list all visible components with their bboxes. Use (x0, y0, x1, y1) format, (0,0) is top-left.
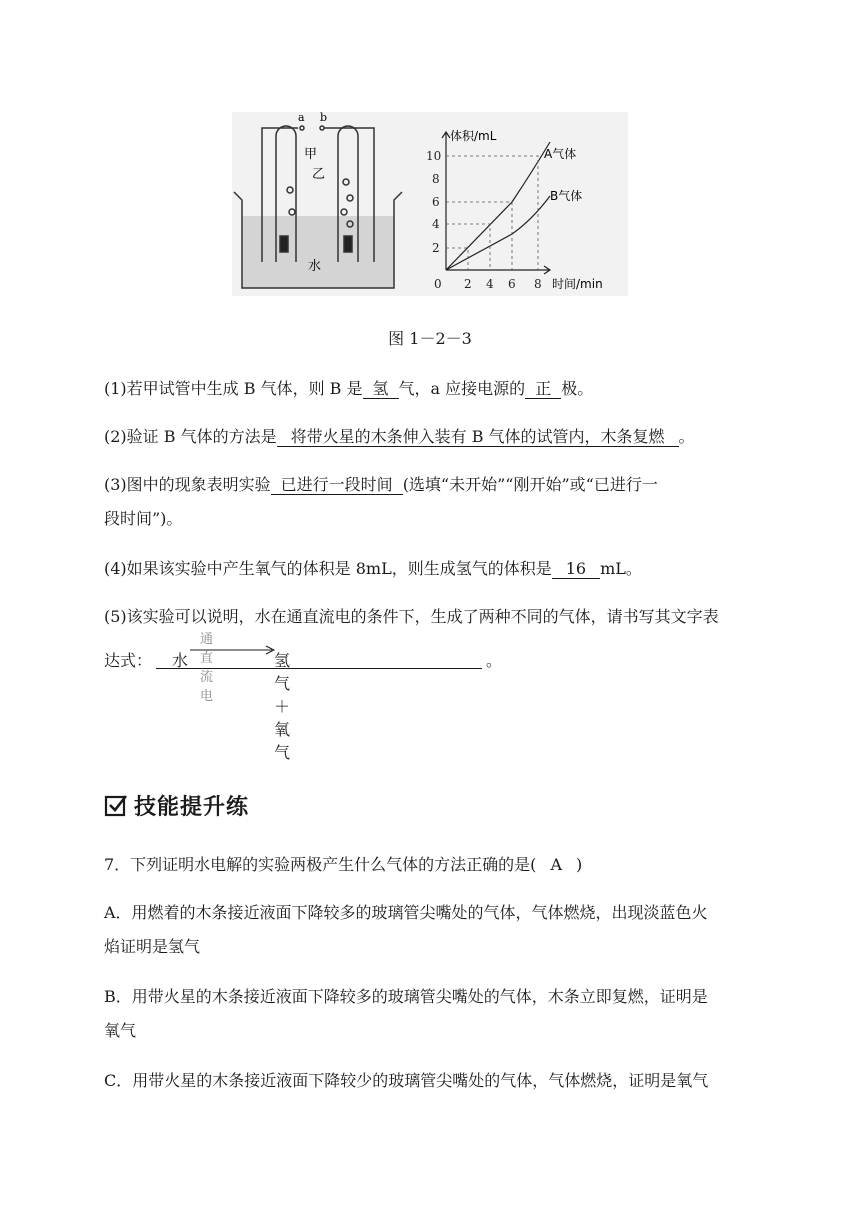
reaction-arrow-icon (190, 644, 276, 656)
question-5: (5)该实验可以说明，水在通直流电的条件下，生成了两种不同的气体，请书写其文字表 (104, 607, 719, 626)
series-a-label: A气体 (544, 147, 577, 161)
question-4: (4)如果该实验中产生氧气的体积是 8mL，则生成氢气的体积是 16 mL。 (104, 559, 642, 578)
answer-1a: 氢 (363, 380, 399, 399)
answer-7: A (550, 855, 562, 874)
answer-4: 16 (552, 560, 600, 579)
option-a-line2: 焰证明是氢气 (104, 937, 201, 956)
label-a: a (298, 112, 305, 124)
x-tick-4: 4 (486, 277, 494, 291)
answer-2: 将带火星的木条伸入装有 B 气体的试管内，木条复燃 (277, 428, 679, 447)
tube-yi-label: 乙 (312, 167, 326, 182)
x-tick-6: 6 (508, 277, 516, 291)
question-2: (2)验证 B 气体的方法是 将带火星的木条伸入装有 B 气体的试管内，木条复燃 。 (104, 427, 695, 446)
x-tick-0: 0 (434, 277, 442, 291)
y-tick-10: 10 (426, 149, 442, 163)
section-heading (104, 790, 249, 820)
y-tick-6: 6 (432, 195, 440, 209)
option-b-line2: 氧气 (104, 1021, 137, 1040)
water-label: 水 (308, 259, 322, 274)
question-7: 7．下列证明水电解的实验两极产生什么气体的方法正确的是( A ) (104, 855, 583, 874)
y-tick-4: 4 (432, 217, 440, 231)
question-3: (3)图中的现象表明实验 已进行一段时间 (选填“未开始”“刚开始”或“已进行一 (104, 475, 658, 494)
x-tick-2: 2 (464, 277, 472, 291)
x-axis-label: 时间/min (552, 277, 603, 291)
reactant: 水 (172, 651, 189, 670)
label-b: b (320, 112, 328, 124)
section-title: 技能提升练 (134, 794, 250, 820)
equation-label: 达式： (104, 651, 153, 670)
option-a-line1: A．用燃着的木条接近液面下降较多的玻璃管尖嘴处的气体，气体燃烧，出现淡蓝色火 (104, 903, 708, 922)
answer-3: 已进行一段时间 (271, 476, 403, 495)
option-c-line1: C．用带火星的木条接近液面下降较少的玻璃管尖嘴处的气体，气体燃烧，证明是氧气 (104, 1071, 709, 1090)
y-tick-2: 2 (432, 241, 440, 255)
answer-1b: 正 (525, 380, 561, 399)
electrolysis-figure (232, 112, 628, 296)
y-axis-label: 体积/mL (450, 129, 497, 143)
reaction-condition: 通直流电 (200, 632, 214, 704)
x-tick-8: 8 (534, 277, 542, 291)
option-b-line1: B．用带火星的木条接近液面下降较多的玻璃管尖嘴处的气体，木条立即复燃，证明是 (104, 987, 708, 1006)
tube-jia-label: 甲 (304, 147, 318, 162)
series-b-label: B气体 (550, 189, 583, 203)
checkbox-check-icon (104, 793, 128, 817)
y-tick-8: 8 (432, 172, 440, 186)
question-1: (1)若甲试管中生成 B 气体，则 B 是 氢 气，a 应接电源的 正 极。 (104, 379, 594, 398)
figure-caption: 图 1－2－3 (388, 329, 472, 348)
question-3-cont: 段时间”)。 (104, 509, 183, 528)
products: 氢气＋氧气 (274, 651, 291, 762)
